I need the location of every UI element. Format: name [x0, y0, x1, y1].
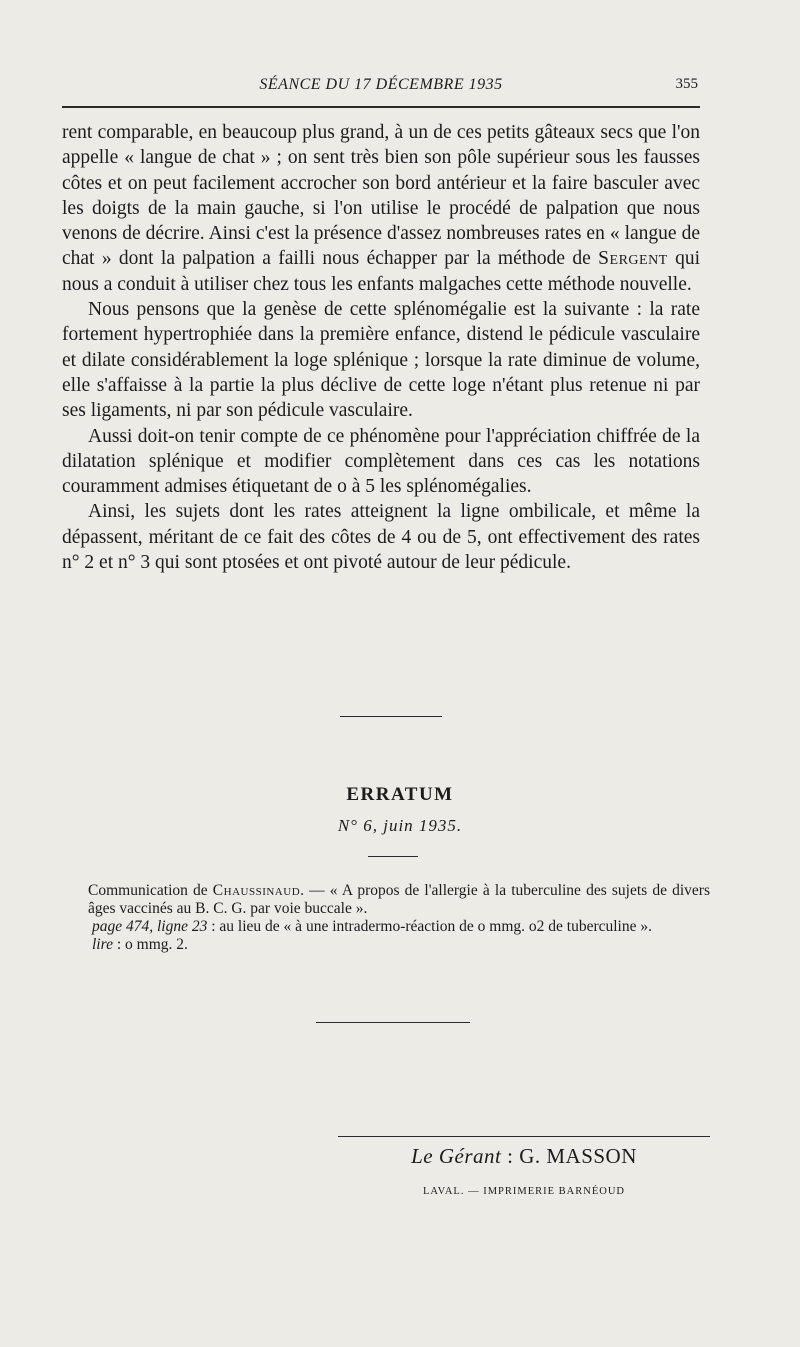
author-name-chaussinaud: Chaussinaud: [212, 882, 301, 899]
paragraph-4: Ainsi, les sujets dont les rates atteignent la ligne ombilicale, et même la dépassent, méritant de ce fait des côtes de 4 ou de 5, ont effectivement des rates n° 2 et n° 3 qui sont ptosées et ont pivoté autour de leur pédicule.: [62, 501, 700, 574]
erratum-prefix: Communication de: [88, 882, 213, 899]
article-body: [62, 120, 700, 575]
paragraph-1: [62, 120, 700, 297]
erratum-communication-title: . — « A propos de l'allergie à la tuberculine des sujets de divers âges vaccinés au B. C. G. par voie buccale ».: [88, 882, 710, 917]
gerant-rule: [338, 1136, 710, 1137]
gerant-line: [338, 1144, 710, 1169]
erratum-reference: [88, 918, 710, 936]
erratum-communication: [88, 882, 710, 918]
header-rule: [62, 106, 700, 108]
paragraph-1-text-a: rent comparable, en beaucoup plus grand, à un de ces petits gâteaux secs que l'on appelle « langue de chat » ; on sent très bien son pôle supérieur sous les fausses côtes et on peut facilement accrocher son bord antérieur et la faire basculer avec les doigts de la main gauche, si l'on utilise le procédé de palpation que nous venons de décrire. Ainsi c'est la présence d'assez nombreuses rates en « langue de chat » dont la palpation a failli nous échapper par la méthode de: [62, 122, 700, 270]
running-title: SÉANCE DU 17 DÉCEMBRE 1935: [259, 76, 503, 93]
erratum-original-text: : au lieu de « à une intradermo-réaction de o mmg. o2 de tuberculine ».: [207, 918, 652, 935]
printer-imprint: LAVAL. — IMPRIMERIE BARNÉOUD: [422, 1186, 626, 1197]
paragraph-2: Nous pensons que la genèse de cette splénomégalie est la suivante : la rate fortement hypertrophiée dans la première enfance, distend le pédicule vasculaire et dilate considérablement la loge splénique ; lorsque la rate diminue de volume, elle s'affaisse à la partie la plus déclive de cette loge n'étant plus retenue ni par ses ligaments, ni par son pédicule vasculaire.: [62, 299, 700, 422]
running-head: [62, 76, 700, 98]
paragraph-1-text-b: qui nous a conduit à utiliser chez tous les enfants malgaches cette méthode nouvelle.: [62, 248, 700, 295]
erratum-page-line: page 474, ligne 23: [92, 918, 208, 935]
gerant-name: : G. MASSON: [501, 1144, 637, 1168]
erratum-divider: [368, 856, 418, 857]
erratum-corrected-value: : o mmg. 2.: [112, 936, 188, 953]
erratum-subtitle: N° 6, juin 1935.: [337, 816, 463, 835]
erratum-lire-label: lire: [92, 936, 113, 953]
erratum-body: [88, 882, 710, 954]
erratum-title: ERRATUM: [346, 784, 454, 805]
author-name-sergent: Sergent: [598, 248, 668, 270]
erratum-correction: [88, 936, 710, 954]
gerant-label: Le Gérant: [411, 1144, 502, 1168]
paragraph-3: Aussi doit-on tenir compte de ce phénomène pour l'appréciation chiffrée de la dilatation splénique et modifier complètement dans ces cas les notations couramment admises étiquetant de o à 5 les splénomégalies.: [62, 425, 700, 498]
page-number: 355: [675, 76, 698, 92]
section-divider: [340, 716, 442, 717]
end-divider: [316, 1022, 470, 1023]
